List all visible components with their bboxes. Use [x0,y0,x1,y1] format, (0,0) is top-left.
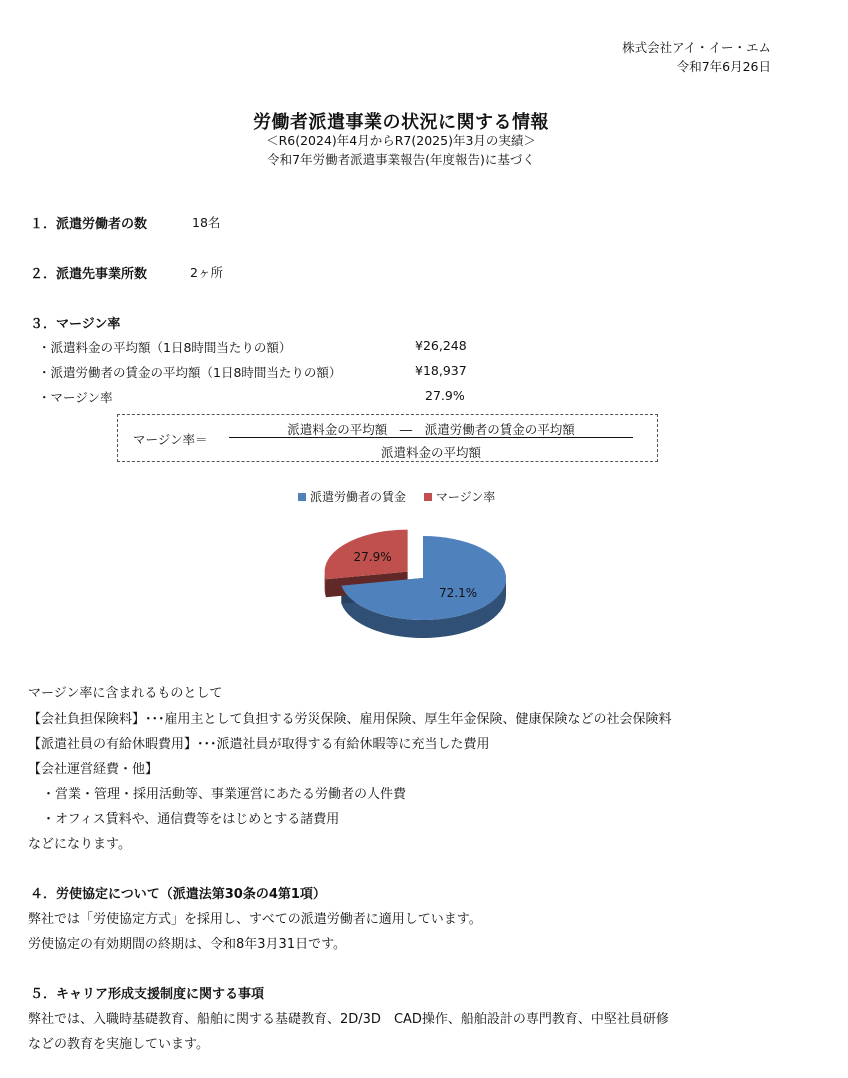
margin-note-office: ・オフィス賃料や、通信費等をはじめとする諸費用 [42,812,340,827]
section1-value: 18名 [192,215,221,230]
legend-swatch-margin [424,493,432,501]
pie-chart [290,520,530,660]
section2-heading: ２．派遣先事業所数 [30,267,148,282]
margin-note-leave: 【派遣社員の有給休暇費用】･･･派遣社員が取得する有給休暇等に充当した費用 [28,737,490,752]
company-name: 株式会社アイ・イー・エム [622,40,771,55]
section1-heading: １．派遣労働者の数 [30,217,148,232]
basis-subtitle: 令和7年労働者派遣事業報告(年度報告)に基づく [267,152,535,167]
fraction-line [229,437,633,438]
section5-line2: などの教育を実施しています。 [28,1037,209,1052]
pie-data-label-1: 27.9% [353,549,392,564]
formula-lhs: マージン率＝ [133,432,208,447]
avg-wage-value: ¥18,937 [415,363,467,378]
margin-notes-intro: マージン率に含まれるものとして [28,686,223,701]
chart-legend [298,488,495,505]
section4-line2: 労使協定の有効期間の終期は、令和8年3月31日です。 [28,937,347,952]
section5-heading: ５．キャリア形成支援制度に関する事項 [30,987,265,1002]
section4-line1: 弊社では「労使協定方式」を採用し、すべての派遣労働者に適用しています。 [28,912,482,927]
document-date: 令和7年6月26日 [676,59,771,74]
legend-swatch-wage [298,493,306,501]
margin-note-insurance: 【会社負担保険料】･･･雇用主として負担する労災保険、雇用保険、厚生年金保険、健康保険などの社会保険料 [28,712,672,727]
pie-data-label-0: 72.1% [439,585,478,600]
avg-fee-label: ・派遣料金の平均額（1日8時間当たりの額） [38,340,292,355]
section2-value: 2ヶ所 [190,265,223,280]
section3-heading: ３．マージン率 [30,317,121,332]
page-title: 労働者派遣事業の状況に関する情報 [253,112,549,133]
period-subtitle: ＜R6(2024)年4月からR7(2025)年3月の実績＞ [266,133,536,148]
formula-numerator: 派遣料金の平均額 ― 派遣労働者の賃金の平均額 [287,422,575,437]
formula-denominator: 派遣料金の平均額 [380,445,481,460]
avg-fee-value: ¥26,248 [415,338,467,353]
margin-note-personnel: ・営業・管理・採用活動等、事業運営にあたる労働者の人件費 [42,787,407,802]
legend-entry-margin [424,490,495,504]
avg-wage-label: ・派遣労働者の賃金の平均額（1日8時間当たりの額） [38,365,342,380]
legend-label-wage: 派遣労働者の賃金 [310,490,407,504]
margin-note-closing: などになります。 [28,837,131,852]
section5-line1: 弊社では、入職時基礎教育、船舶に関する基礎教育、2D/3D CAD操作、船舶設計の専門教育、中堅社員研修 [28,1012,669,1027]
legend-label-margin: マージン率 [435,490,496,504]
section4-heading: ４．労使協定について（派遣法第30条の4第1項） [30,887,326,902]
legend-entry-wage [298,490,406,504]
margin-rate-value: 27.9% [425,388,465,403]
margin-note-operations: 【会社運営経費・他】 [28,762,159,777]
margin-rate-label: ・マージン率 [38,390,113,405]
